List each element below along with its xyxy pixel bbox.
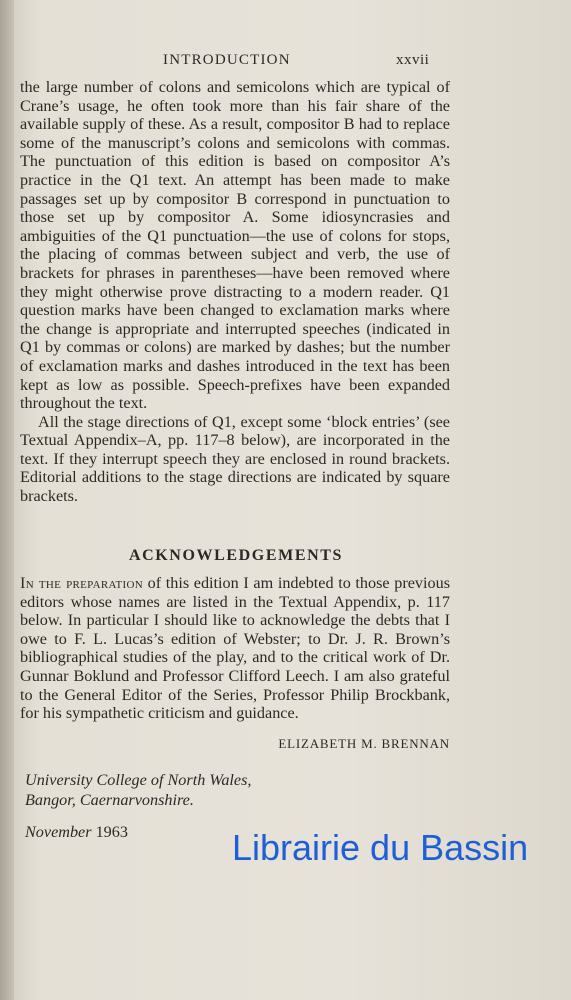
running-head-title: INTRODUCTION — [163, 52, 291, 68]
page-number: xxvii — [396, 52, 430, 68]
author-address — [25, 770, 385, 810]
acknowledgements-text — [20, 574, 450, 723]
page-gutter — [0, 0, 14, 1000]
acknowledgements-lead-in: In the preparation — [20, 574, 143, 592]
body-paragraph-1: the large number of colons and semicolons which are typical of Crane’s usage, he often took more than his fair share of the available supply of these. As a result, compositor B had to replace some of the manuscript’s colons and semicolons with commas. The punctuation of this edition is based on compositor A’s practice in the Q1 text. An attempt has been made to make passages set up by compositor B correspond in punctuation to those set up by compositor A. Some idiosyncrasies and ambiguities of the Q1 punctuation—the use of colons for stops, the placing of commas between subject and verb, the use of brackets for phrases in parentheses—have been removed where they might otherwise prove distracting to a modern reader. Q1 question marks have been changed to exclamation marks where the change is appropriate and interrupted speeches (indicated in Q1 by commas or colons) are marked by dashes; but the number of exclamation marks and dashes introduced in the text has been kept as low as possible. Speech-prefixes have been expanded throughout the text. — [20, 78, 450, 413]
body-paragraph-2: All the stage directions of Q1, except some ‘block entries’ (see Textual Appendix–A, pp. 117–8 below), are incorporated in the text. If they interrupt speech they are enclosed in round brackets. Editorial additions to the stage directions are indicated by square brackets. — [20, 412, 450, 506]
running-head — [0, 52, 571, 72]
seller-watermark: Librairie du Bassin — [232, 827, 529, 868]
acknowledgements-body: of this edition I am indebted to those previous editors whose names are listed in the Textual Appendix, p. 117 below. In particular I should like to acknowledge the debts that I owe to F. L. Lucas’s edition of Webster; to Dr. J. R. Brown’s bibliographical studies of the play, and to the critical work of Dr. Gunnar Boklund and Professor Clifford Leech. I am also grateful to the General Editor of the Series, Professor Philip Brockbank, for his sympathetic criticism and guidance. — [20, 574, 450, 723]
address-line-1: University College of North Wales, — [25, 771, 252, 789]
address-line-2: Bangor, Caernarvonshire. — [25, 791, 194, 809]
author-signature: ELIZABETH M. BRENNAN — [278, 736, 450, 751]
date-year: 1963 — [91, 823, 128, 841]
introduction-text — [20, 78, 450, 506]
acknowledgements-paragraph — [20, 574, 450, 723]
acknowledgements-heading: ACKNOWLEDGEMENTS — [128, 547, 344, 564]
date-line — [25, 823, 225, 842]
date-month: November — [25, 823, 92, 841]
